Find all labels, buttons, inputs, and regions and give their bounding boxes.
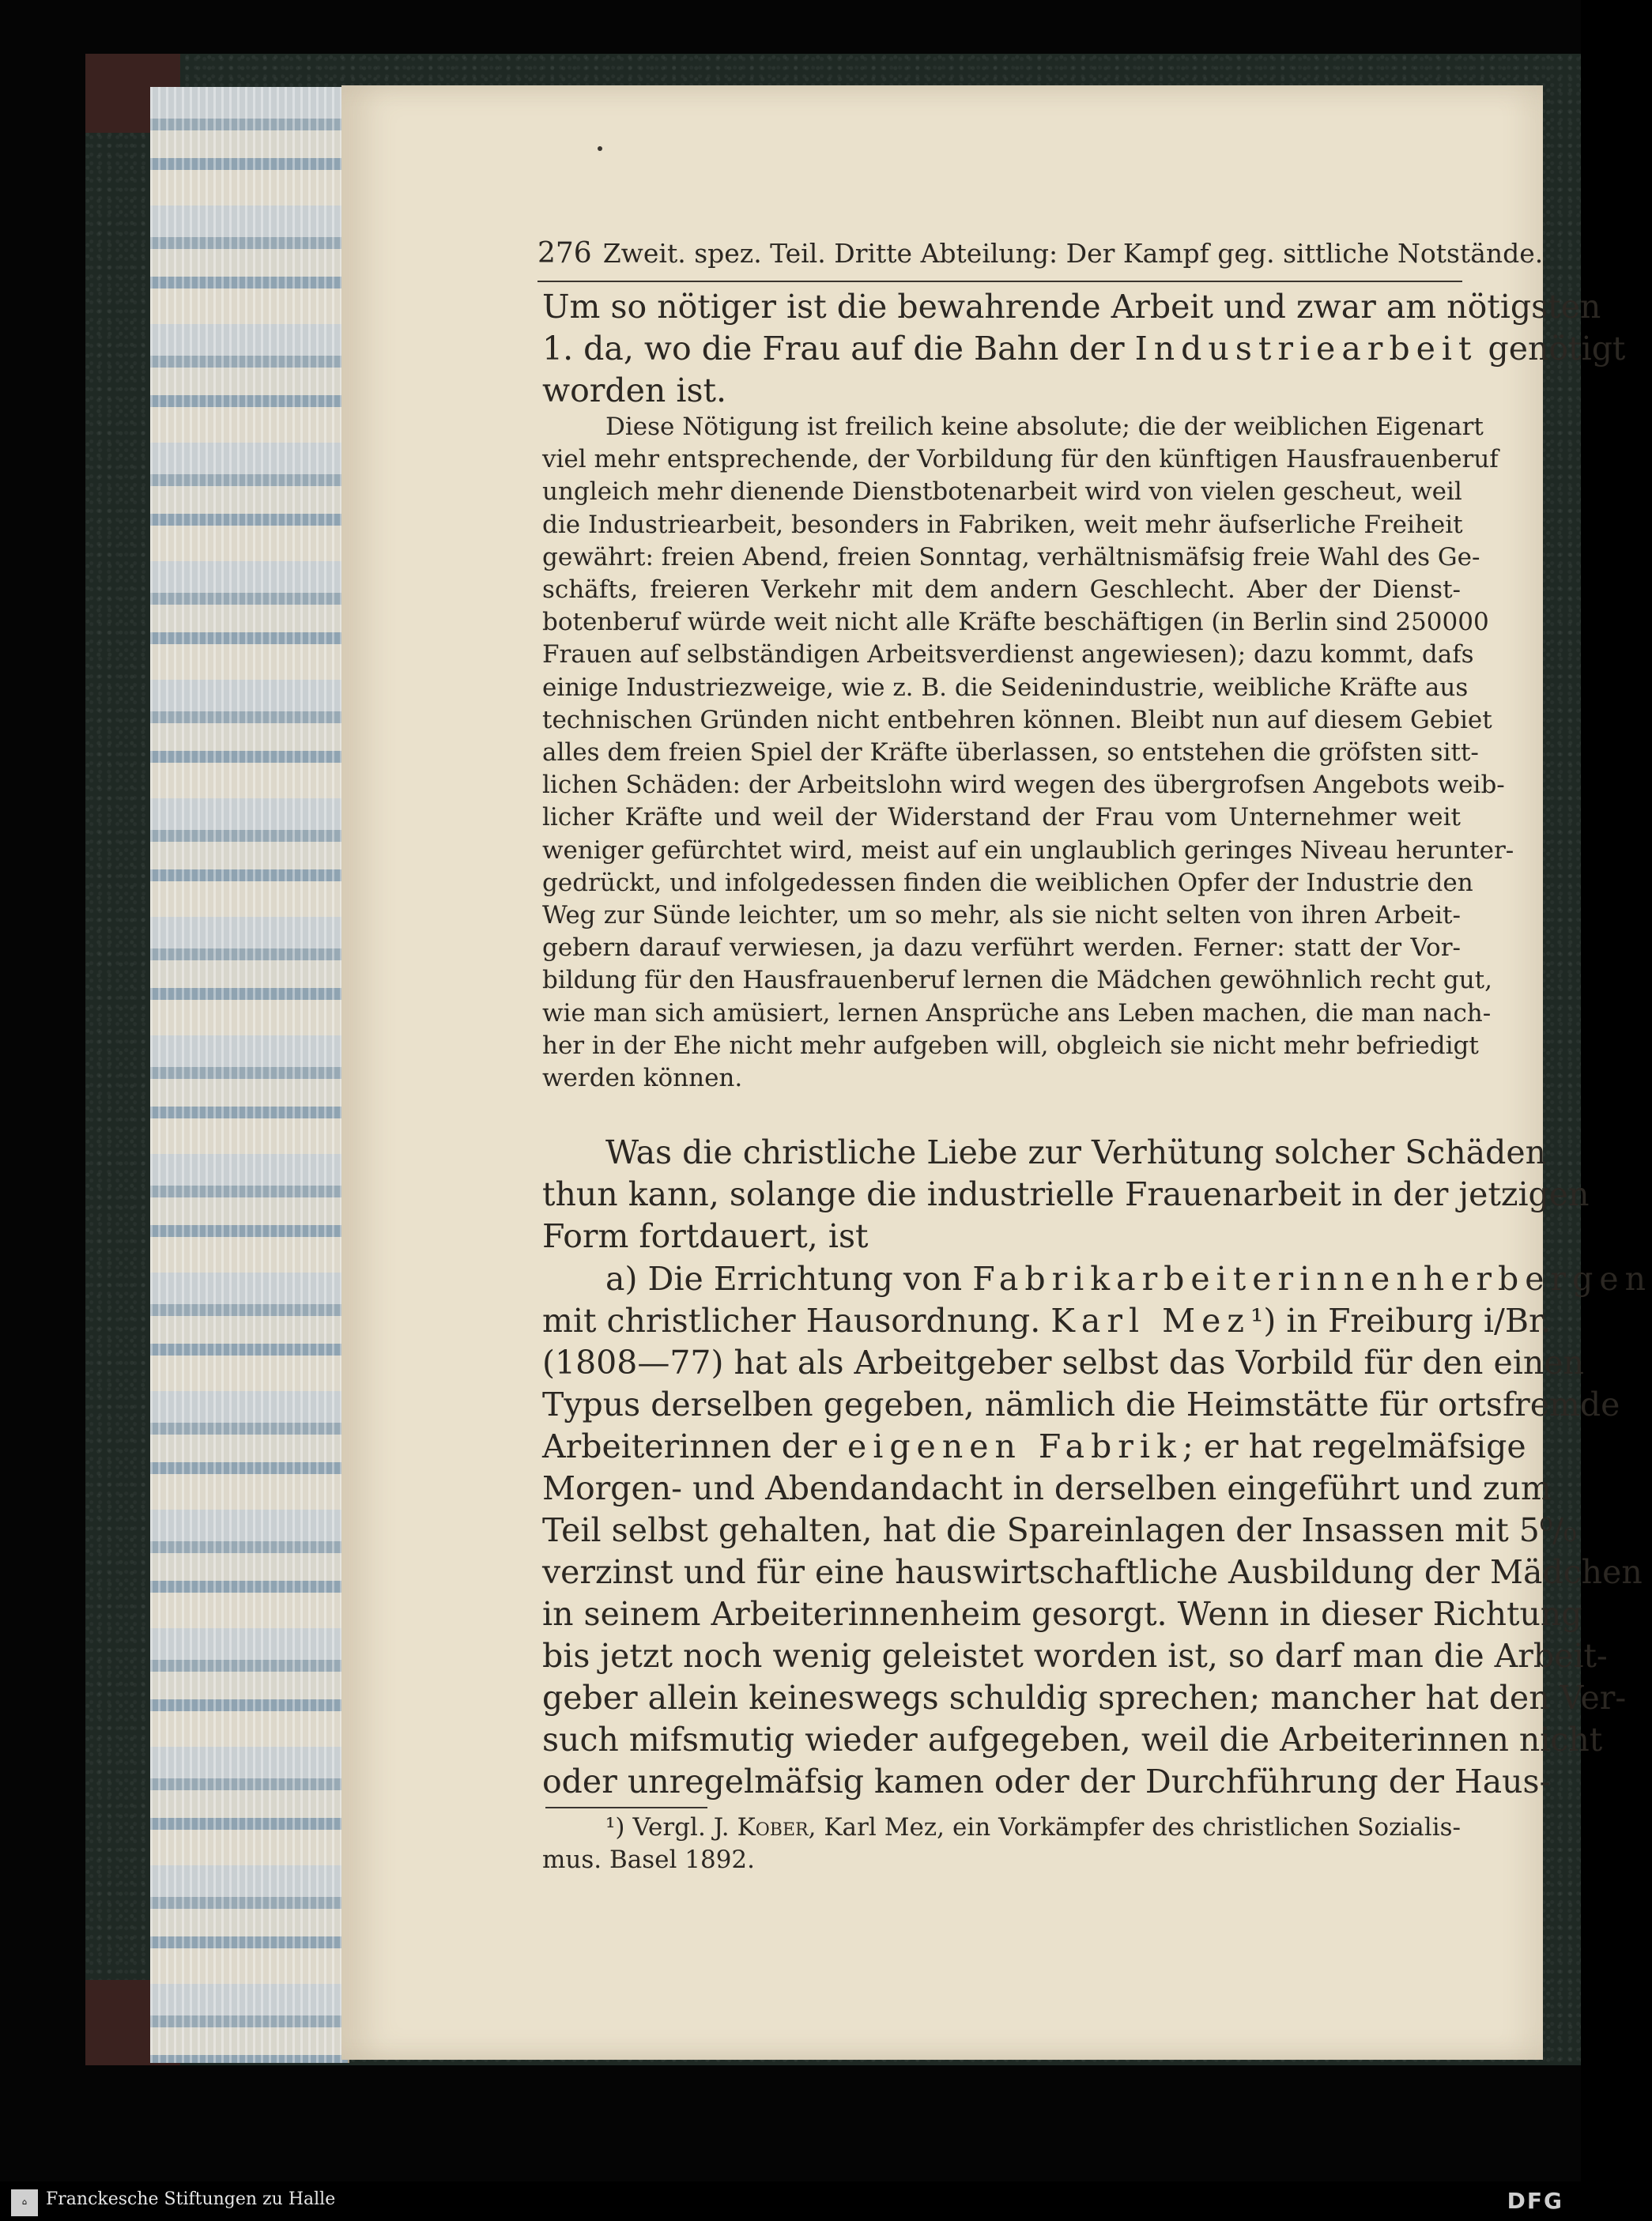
text-line xyxy=(542,328,1626,370)
header-rule xyxy=(537,281,1462,282)
text-line: mus. Basel 1892. xyxy=(542,1846,756,1874)
viewer-footer xyxy=(0,2181,1581,2221)
running-head-title: Zweit. spez. Teil. Dritte Abteilung: Der Kampf geg. sittliche Notstände. xyxy=(602,238,1544,269)
footnote xyxy=(542,1812,1461,1876)
text-line: werden können. xyxy=(542,1064,743,1093)
text-line: botenberuf würde weit nicht alle Kräfte beschäftigen (in Berlin sind 250000 xyxy=(542,608,1489,637)
text-line: gedrückt, und infolgedessen finden die weiblichen Opfer der Industrie den xyxy=(542,868,1473,897)
text-line xyxy=(542,1258,1652,1300)
page-edges xyxy=(150,87,349,2063)
text-line: Form fortdauert, ist xyxy=(542,1217,869,1255)
intro-paragraph xyxy=(542,286,1626,412)
text-line: wie man sich amüsiert, lernen Ansprüche ans Leben machen, die man nach- xyxy=(542,998,1492,1028)
text-line: thun kann, solange die industrielle Frauenarbeit in der jetzigen xyxy=(542,1175,1590,1213)
emphasis-spaced: Industriearbeit xyxy=(1134,330,1478,368)
text-span: ; er hat regelmäfsige xyxy=(1182,1427,1526,1465)
footnote-rule xyxy=(545,1807,707,1808)
text-line: such mifsmutig wieder aufgegeben, weil die Arbeiterinnen nicht xyxy=(542,1721,1603,1759)
institution-name: Franckesche Stiftungen zu Halle xyxy=(46,2189,336,2209)
text-line: licher Kräfte und weil der Widerstand der Frau vom Unternehmer weit xyxy=(542,803,1461,832)
text-line: ungleich mehr dienende Dienstbotenarbeit wird von vielen gescheut, weil xyxy=(542,477,1462,507)
text-line xyxy=(542,1300,1552,1342)
emphasis-spaced: Karl Mez xyxy=(1050,1302,1250,1340)
text-line: Teil selbst gehalten, hat die Spareinlagen der Insassen mit 5⁰/₀ xyxy=(542,1511,1577,1549)
text-line: Was die christliche Liebe zur Verhütung solcher Schäden xyxy=(605,1133,1547,1171)
text-line xyxy=(542,1426,1526,1468)
text-line xyxy=(542,1812,1461,1844)
text-span: mit christlicher Hausordnung. xyxy=(542,1302,1051,1340)
emphasis-spaced: Fabrikarbeiterinnenherbergen xyxy=(972,1260,1652,1298)
text-line: in seinem Arbeiterinnenheim gesorgt. Wenn in dieser Richtung xyxy=(542,1595,1582,1633)
emphasis-spaced: eigenen Fabrik xyxy=(847,1427,1182,1465)
text-line: bildung für den Hausfrauenberuf lernen die Mädchen gewöhnlich recht gut, xyxy=(542,966,1492,995)
text-line: gewährt: freien Abend, freien Sonntag, verhältnismäfsig freie Wahl des Ge- xyxy=(542,542,1480,571)
mid-paragraph xyxy=(542,1132,1590,1258)
text-line: schäfts, freieren Verkehr mit dem andern Geschlecht. Aber der Dienst- xyxy=(542,575,1461,605)
text-line: viel mehr entsprechende, der Vorbildung für den künftigen Hausfrauenberuf xyxy=(542,445,1499,474)
text-span: ¹) Vergl. J. xyxy=(605,1813,737,1842)
text-line: technischen Gründen nicht entbehren können. Bleibt nun auf diesem Gebiet xyxy=(542,705,1492,734)
author-name: Kober xyxy=(737,1813,809,1842)
text-span: Arbeiterinnen der xyxy=(542,1427,847,1465)
text-line: (1808—77) hat als Arbeitgeber selbst das Vorbild für den einen xyxy=(542,1344,1584,1382)
text-line: geber allein keineswegs schuldig sprechen; mancher hat den Ver- xyxy=(542,1679,1627,1717)
text-span: a) Die Errichtung von xyxy=(605,1260,973,1298)
text-line: die Industriearbeit, besonders in Fabriken, weit mehr äufserliche Freiheit xyxy=(542,510,1463,539)
text-span: genötigt xyxy=(1477,330,1626,368)
text-line: Weg zur Sünde leichter, um so mehr, als sie nicht selten von ihren Arbeit- xyxy=(542,901,1461,930)
text-line: oder unregelmäfsig kamen oder der Durchführung der Haus- xyxy=(542,1763,1551,1801)
text-line: lichen Schäden: der Arbeitslohn wird wegen des übergrofsen Angebots weib- xyxy=(542,771,1505,800)
text-line: gebern darauf verwiesen, ja dazu verführt werden. Ferner: statt der Vor- xyxy=(542,933,1461,963)
text-line: Morgen- und Abendandacht in derselben eingeführt und zum xyxy=(542,1469,1552,1507)
running-head xyxy=(537,237,1544,277)
text-line: verzinst und für eine hauswirtschaftliche Ausbildung der Mädchen xyxy=(542,1553,1643,1591)
dfg-logo: DFG xyxy=(1507,2188,1563,2214)
text-line: Typus derselben gegeben, nämlich die Heimstätte für ortsfremde xyxy=(542,1386,1620,1423)
main-paragraph xyxy=(542,1258,1652,1803)
text-span: ¹) in Freiburg i/Br. xyxy=(1250,1302,1552,1340)
small-paragraph xyxy=(542,411,1514,1095)
ink-dot xyxy=(598,146,602,151)
text-line: her in der Ehe nicht mehr aufgeben will, obgleich sie nicht mehr befriedigt xyxy=(542,1031,1479,1060)
text-line: bis jetzt noch wenig geleistet worden ist, so darf man die Arbeit- xyxy=(542,1637,1608,1675)
text-line: Um so nötiger ist die bewahrende Arbeit und zwar am nötigsten xyxy=(542,288,1601,326)
text-line: Diese Nötigung ist freilich keine absolute; die der weiblichen Eigenart xyxy=(605,413,1484,441)
institution-logo-icon: ⌂ xyxy=(11,2189,38,2216)
text-line: weniger gefürchtet wird, meist auf ein unglaublich geringes Niveau herunter- xyxy=(542,835,1514,865)
text-span: , Karl Mez, ein Vorkämpfer des christlichen Sozialis- xyxy=(808,1813,1461,1842)
text-line: alles dem freien Spiel der Kräfte überlassen, so entstehen die gröfsten sitt- xyxy=(542,738,1479,767)
text-line: einige Industriezweige, wie z. B. die Seidenindustrie, weibliche Kräfte aus xyxy=(542,673,1469,702)
text-line: Frauen auf selbständigen Arbeitsverdienst angewiesen); dazu kommt, dafs xyxy=(542,640,1474,669)
text-span: 1. da, wo die Frau auf die Bahn der xyxy=(542,330,1135,368)
page-number: 276 xyxy=(537,237,592,270)
text-line: worden ist. xyxy=(542,371,726,409)
